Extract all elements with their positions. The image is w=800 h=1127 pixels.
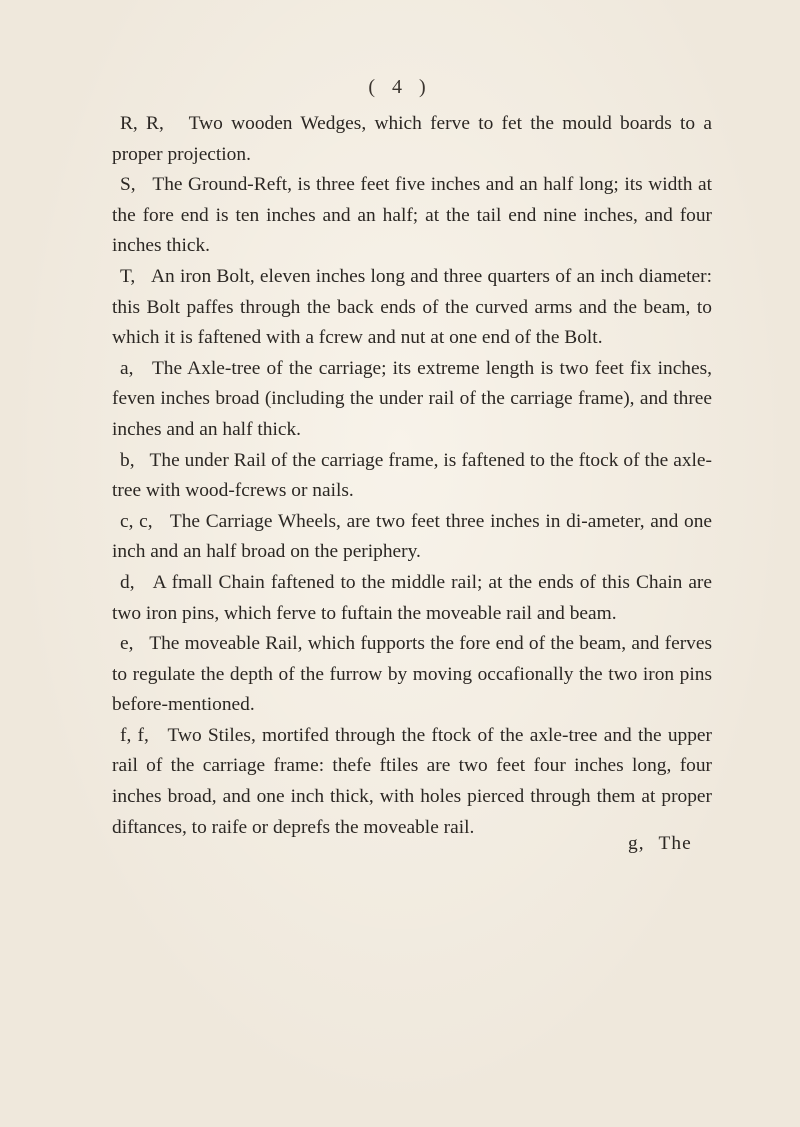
page-body <box>112 109 712 843</box>
entry-text: The Ground-Reft, is three feet five inches and an half long; its width at the fore end is ten inches and an half; at the tail end nine inches, and four inches thick. <box>112 174 712 257</box>
entry-text: An iron Bolt, eleven inches long and three quarters of an inch diameter: this Bolt paffes through the back ends of the curved arms and the beam, to which it is faftened with a fcrew and nut at one end of the Bolt. <box>112 265 712 349</box>
entry-text: The moveable Rail, which fupports the fore end of the beam, and ferves to regulate the depth of the furrow by moving occafionally the two iron pins before-mentioned. <box>112 633 712 716</box>
entry-key: d, <box>120 571 135 593</box>
entry-text: The Axle-tree of the carriage; its extreme length is two feet fix inches, feven inches broad (including the under rail of the carriage frame), and three inches and an half thick. <box>112 357 713 440</box>
entry-b <box>112 446 712 507</box>
entry-key: f, f, <box>120 724 149 746</box>
entry-r <box>112 109 712 170</box>
entry-e <box>112 629 712 721</box>
entry-text: A fmall Chain faftened to the middle rail; at the ends of this Chain are two iron pins, which ferve to fuftain the moveable rail and beam. <box>112 571 712 624</box>
entry-a <box>112 354 712 446</box>
catchword-text: The <box>658 833 692 854</box>
entry-key: e, <box>120 633 134 655</box>
entry-key: b, <box>120 449 135 471</box>
signature-mark: g, <box>628 833 645 854</box>
entry-key: a, <box>120 357 134 379</box>
entry-d <box>112 568 712 629</box>
entry-key: S, <box>120 174 136 196</box>
entry-text: The under Rail of the carriage frame, is faftened to the ftock of the axle-tree with wood-fcrews or nails. <box>112 449 712 502</box>
page-number: ( 4 ) <box>368 76 432 98</box>
entry-t <box>112 262 712 354</box>
entry-text: Two wooden Wedges, which ferve to fet the mould boards to a proper projection. <box>112 113 712 165</box>
entry-key: T, <box>120 265 136 287</box>
entry-text: The Carriage Wheels, are two feet three inches in di-ameter, and one inch and an half broad on the periphery. <box>112 510 712 563</box>
entry-c <box>112 507 712 568</box>
entry-key: c, c, <box>120 510 153 532</box>
entry-text: Two Stiles, mortifed through the ftock of the axle-tree and the upper rail of the carriage frame: thefe ftiles are two feet four inches long, four inches broad, and one inch thick, with holes pierced through them at proper diftances, to raife or deprefs the moveable rail. <box>112 724 712 838</box>
entry-f <box>112 721 712 843</box>
entry-key: R, R, <box>120 113 164 134</box>
entry-s <box>112 170 712 262</box>
catchword <box>628 833 692 855</box>
